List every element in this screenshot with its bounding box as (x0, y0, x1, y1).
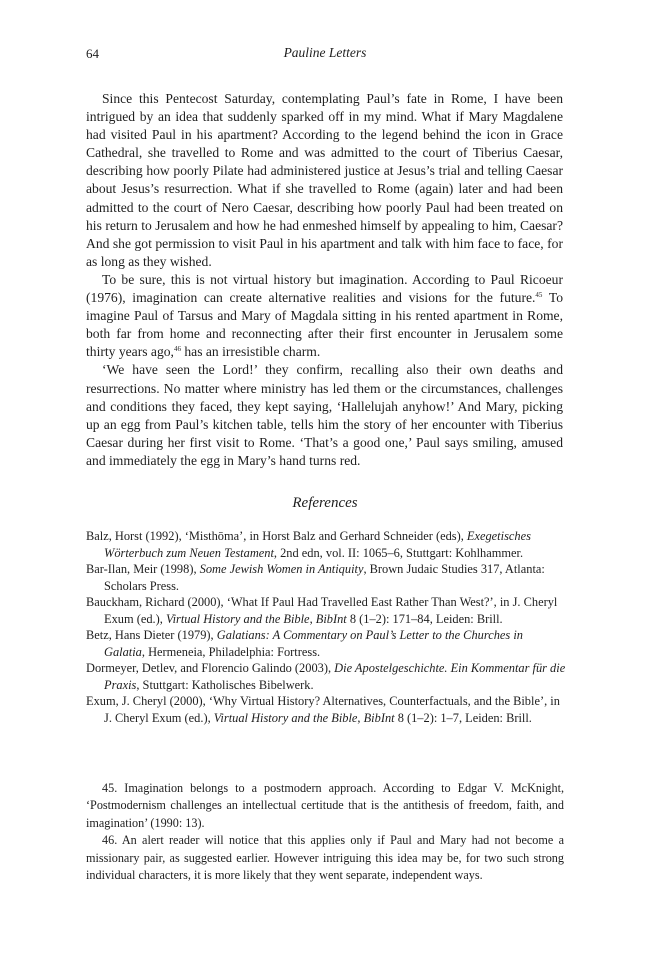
reference-text: Balz, Horst (1992), ‘Misthōma’, in Horst Balz and Gerhard Schneider (eds), (86, 529, 467, 543)
reference-item (86, 693, 566, 726)
reference-title: Virtual History and the Bible (165, 611, 310, 626)
paragraph-1: Since this Pentecost Saturday, contemplating Paul’s fate in Rome, I have been intrigued by an idea that suddenly sparked off in my mind. What if Mary Magdalene had visited Paul in his apartment? According to the legend behind the icon in Grace Cathedral, she travelled to Rome and was admitted to the court of Tiberius Caesar, describing how poorly Pilate had administered justice at Jesus’s trial and telling Caesar about Jesus’s resurrection. What if she travelled to Rome (again) later and had been admitted to the court of Nero Caesar, describing how poorly Paul had been treated on his return to Jerusalem and how he had enmeshed himself by appealing to him, Caesar? And she got permission to visit Paul in his apartment and talk with him face to face, for as long as they wished. (86, 91, 563, 269)
paragraph-2-text-c: has an irresistible charm. (180, 344, 321, 360)
footnote-ref-46[interactable]: 46 (173, 345, 181, 354)
paragraph-2-text-b: To imagine Paul of Tarsus and Mary of Magdala sitting in his rented apartment in Rome, both far from home and reconnecting after their first encounter in Jerusalem some thirty years ago, (86, 290, 563, 360)
reference-title: Virtual History and the Bible (213, 710, 358, 725)
references-heading: References (292, 495, 358, 511)
footnote-45: 45. Imagination belongs to a postmodern approach. According to Edgar V. McKnight, ‘Postmodernism challenges an intellectual certitude that is the antithesis of freedom, faith, and imagination’ (1990: 13). (86, 781, 564, 830)
reference-text: , 2nd edn, vol. II: 1065–6, Stuttgart: Kohlhammer. (273, 545, 524, 560)
footnote-46: 46. An alert reader will notice that this applies only if Paul and Mary had not become a missionary pair, as suggested earlier. However intriguing this idea may be, for two such strong individual characters, it is more likely that they went separate, independent ways. (86, 833, 564, 883)
reference-text: , (309, 611, 316, 626)
footnote-ref-45[interactable]: 45 (535, 291, 543, 300)
reference-text: Bauckham, Richard (2000), ‘What If Paul Had Travelled East Rather Than West?’, in J. Cheryl Exum (ed.), (86, 595, 558, 626)
main-text (86, 90, 563, 470)
reference-item (86, 561, 566, 594)
reference-title: Galatians: A Commentary on Paul’s Letter to the Churches in Galatia (104, 628, 523, 659)
footnotes (86, 780, 564, 884)
reference-text: , Brown Judaic Studies 317, Atlanta: Scholars Press. (104, 562, 545, 593)
reference-text: Dormeyer, Detlev, and Florencio Galindo (2003), (86, 661, 335, 675)
reference-text: Betz, Hans Dieter (1979), (86, 628, 217, 642)
reference-title: Die Apostelgeschichte. Ein Kommentar für die Praxis (104, 661, 566, 692)
reference-text: Bar-Ilan, Meir (1998), (86, 562, 200, 576)
reference-title: Some Jewish Women in Antiquity (199, 562, 364, 576)
paragraph-2-text-a: To be sure, this is not virtual history but imagination. According to Paul Ricoeur (1976), imagination can create alternative realities and visions for the future. (86, 271, 563, 306)
paragraph-3: ‘We have seen the Lord!’ they confirm, recalling also their own deaths and resurrections. No matter where ministry has led them or the circumstances, challenges and conditions they faced, they kept saying, ‘Hallelujah anyhow!’ And Mary, picking up an egg from Paul’s kitchen table, tells him the story of her encounter with Tiberius Caesar during her first visit to Rome. ‘That’s a good one,’ Paul says smiling, amused and immediately the egg in Mary’s hand turns red. (86, 362, 563, 468)
page-number: 64 (86, 46, 99, 61)
reference-text: 8 (1–2): 171–84, Leiden: Brill. (346, 611, 503, 626)
reference-item (86, 660, 566, 693)
reference-item (86, 594, 566, 627)
reference-journal: BibInt (315, 611, 347, 626)
paragraph-2 (86, 271, 563, 361)
reference-text: Exum, J. Cheryl (2000), ‘Why Virtual History? Alternatives, Counterfactuals, and the Bible’, in J. Cheryl Exum (ed.), (86, 694, 560, 725)
reference-text: , Stuttgart: Katholisches Bibelwerk. (136, 677, 314, 692)
reference-journal: BibInt (363, 710, 395, 725)
references-list (86, 528, 566, 726)
reference-text: , (357, 710, 364, 725)
running-head: Pauline Letters (283, 45, 367, 60)
reference-text: , Hermeneia, Philadelphia: Fortress. (141, 644, 321, 659)
reference-text: 8 (1–2): 1–7, Leiden: Brill. (394, 710, 532, 725)
reference-title: Exegetisches Wörterbuch zum Neuen Testament (104, 529, 531, 560)
reference-item (86, 528, 566, 561)
reference-item (86, 627, 566, 660)
